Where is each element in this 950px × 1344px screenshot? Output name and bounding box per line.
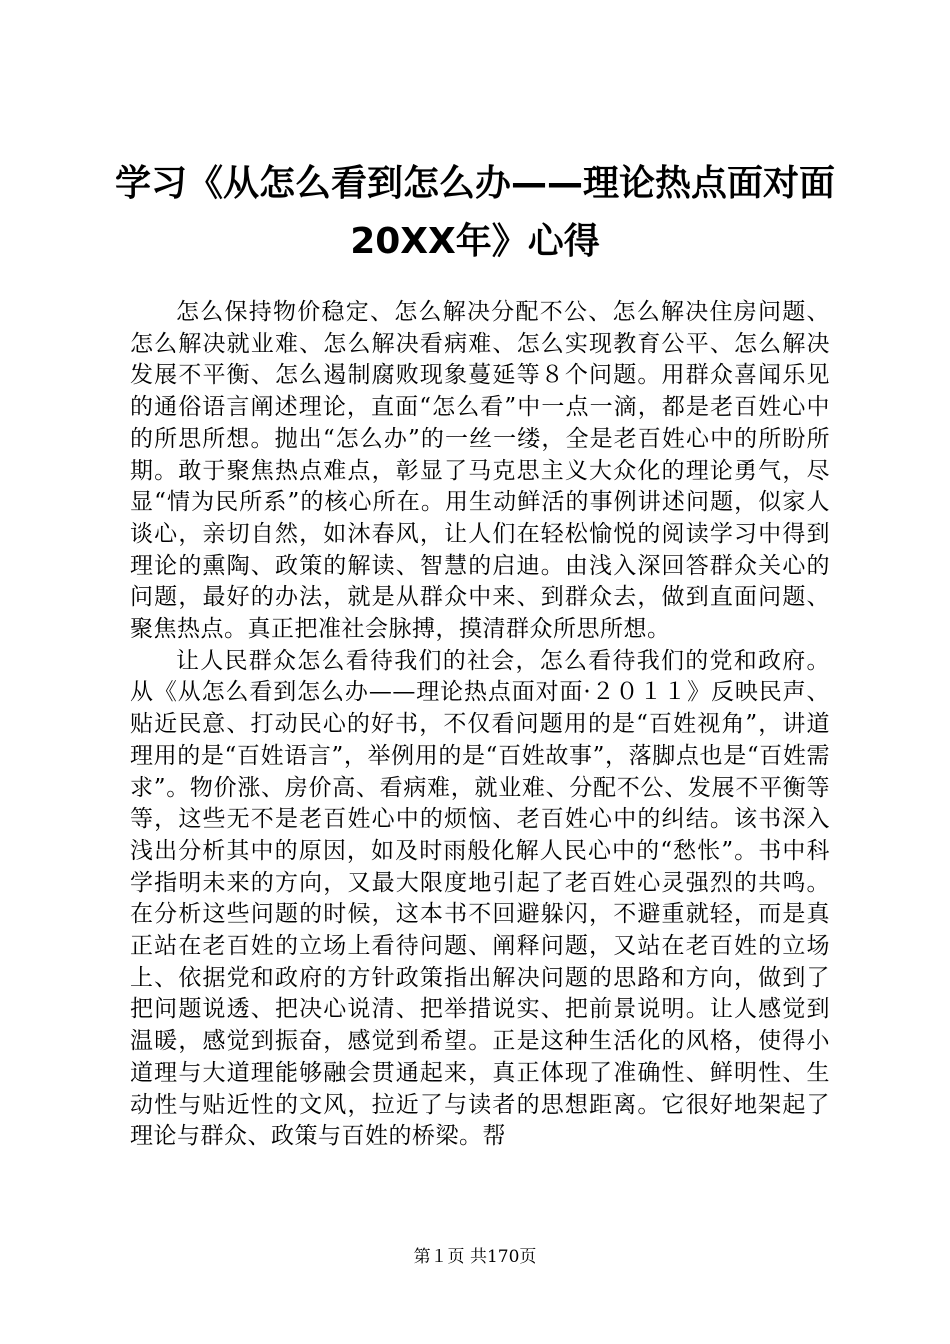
page-title-line-1: 学习《从怎么看到怎么办——理论热点面对面 [114,163,835,204]
document-body [130,297,830,1153]
paragraph-2: 让人民群众怎么看待我们的社会，怎么看待我们的党和政府。从《从怎么看到怎么办——理论热点面对面·２０１１》反映民声、贴近民意、打动民心的好书，不仅看问题用的是“百姓视角”，讲道理用的是“百姓语言”，举例用的是“百姓故事”，落脚点也是“百姓需求”。物价涨、房价高、看病难，就业难、分配不公、发展不平衡等等，这些无不是老百姓心中的烦恼、老百姓心中的纠结。该书深入浅出分析其中的原因，如及时雨般化解人民心中的“愁怅”。书中科学指明未来的方向，又最大限度地引起了老百姓心灵强烈的共鸣。在分析这些问题的时候，这本书不回避躲闪，不避重就轻，而是真正站在老百姓的立场上看待问题、阐释问题，又站在老百姓的立场上、依据党和政府的方针政策指出解决问题的思路和方向，做到了把问题说透、把决心说清、把举措说实、把前景说明。让人感觉到温暖，感觉到振奋，感觉到希望。正是这种生活化的风格，使得小道理与大道理能够融会贯通起来，真正体现了准确性、鲜明性、生动性与贴近性的文风，拉近了与读者的思想距离。它很好地架起了理论与群众、政策与百姓的桥梁。帮 [130,647,830,1150]
page-title-line-2: 20XX年》心得 [350,221,600,262]
page-number-footer: 第１页 共170页 [413,1247,537,1267]
paragraph-1: 怎么保持物价稳定、怎么解决分配不公、怎么解决住房问题、怎么解决就业难、怎么解决看病难、怎么实现教育公平、怎么解决发展不平衡、怎么遏制腐败现象蔓延等８个问题。用群众喜闻乐见的通俗语言阐述理论，直面“怎么看”中一点一滴，都是老百姓心中的所思所想。抛出“怎么办”的一丝一缕，全是老百姓心中的所盼所期。敢于聚焦热点难点，彰显了马克思主义大众化的理论勇气，尽显“情为民所系”的核心所在。用生动鲜活的事例讲述问题，似家人谈心，亲切自然，如沐春风，让人们在轻松愉悦的阅读学习中得到理论的熏陶、政策的解读、智慧的启迪。由浅入深回答群众关心的问题，最好的办法，就是从群众中来、到群众去，做到直面问题、聚焦热点。真正把准社会脉搏，摸清群众所思所想。 [130,299,830,643]
